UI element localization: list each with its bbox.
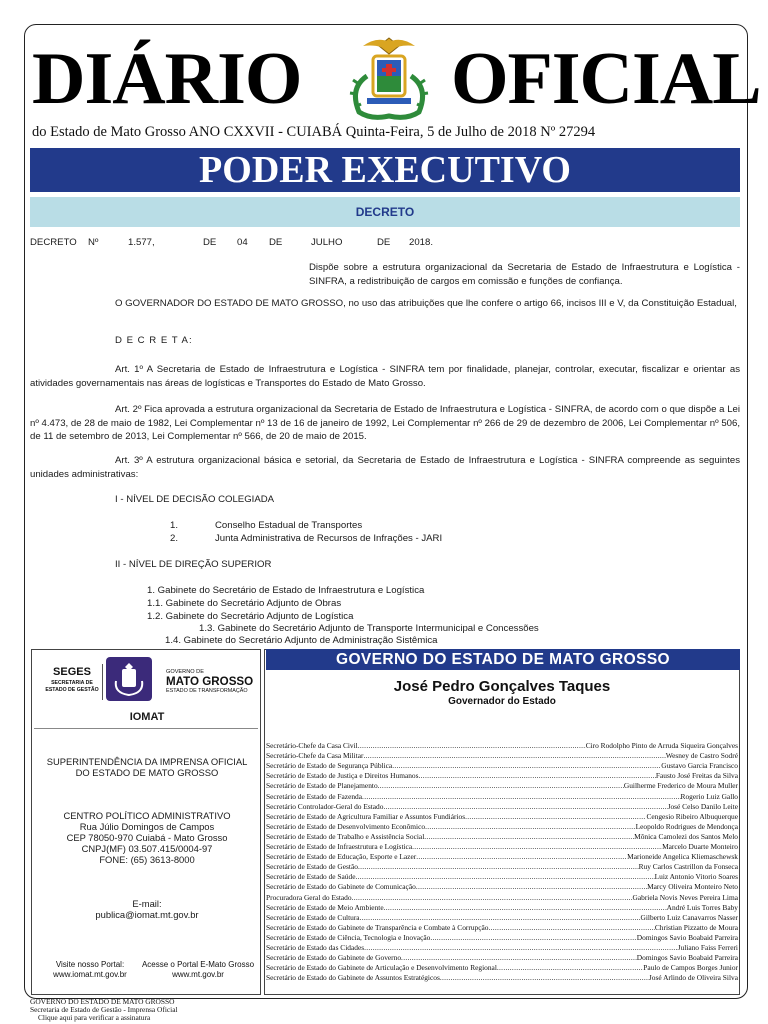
level-2-item: 1.2. Gabinete do Secretário Adjunto de Logística bbox=[147, 611, 354, 622]
secretary-name: Gabriela Novis Neves Pereira Lima bbox=[632, 892, 738, 902]
masthead-word-diario: DIÁRIO bbox=[32, 38, 302, 120]
decree-header-word: DE bbox=[269, 237, 283, 248]
secretary-role: Secretário de Estado das Cidades bbox=[266, 943, 365, 952]
level-1-heading: I - NÍVEL DE DECISÃO COLEGIADA bbox=[115, 494, 275, 505]
divider bbox=[34, 728, 258, 729]
secretary-row bbox=[266, 943, 738, 953]
address-line: CNPJ(MF) 03.507.415/0004-97 bbox=[81, 843, 213, 854]
portal-link[interactable]: www.iomat.mt.gov.br bbox=[53, 970, 127, 979]
dot-leader bbox=[360, 913, 641, 923]
secretary-name: José Arlindo de Oliveira Silva bbox=[648, 973, 738, 983]
secretary-row bbox=[266, 852, 738, 862]
dot-leader bbox=[401, 953, 637, 963]
secretary-row bbox=[266, 751, 738, 761]
secretary-name: Leopoldo Rodrigues de Mendonça bbox=[635, 821, 738, 831]
seges-subtitle: SECRETARIA DE bbox=[51, 680, 93, 686]
secretary-name: Ruy Carlos Castrillon da Fonseca bbox=[638, 862, 738, 872]
level-1-item-number: 1. bbox=[170, 520, 179, 531]
secretary-role: Secretário Controlador-Geral do Estado bbox=[266, 801, 384, 811]
secretary-row bbox=[266, 741, 738, 751]
secretary-name: Luiz Antonio Vitorio Soares bbox=[654, 872, 738, 882]
mato-grosso-label: MATO GROSSO bbox=[166, 675, 254, 688]
secretary-role: Secretário de Estado de Planejamento bbox=[266, 781, 378, 791]
secretary-name: Fausto José Freitas da Silva bbox=[655, 771, 738, 781]
secretary-row bbox=[266, 862, 738, 872]
dot-leader bbox=[465, 812, 646, 822]
superintendence-line: DO ESTADO DE MATO GROSSO bbox=[75, 767, 219, 778]
decree-article-3: Art. 3º A estrutura organizacional básica e setorial, da Secretaria de Estado de Infraestrutura e Logística - SINFRA compreende as seguintes unidades administrativas: bbox=[30, 455, 740, 480]
secretary-role: Secretário de Estado de Gestão bbox=[266, 862, 358, 872]
governor-name: José Pedro Gonçalves Taques bbox=[393, 678, 611, 695]
secretary-name: Juliano Faiss Ferreri bbox=[677, 943, 738, 952]
secretary-row bbox=[266, 842, 738, 852]
mato-grosso-crest-icon bbox=[102, 655, 156, 703]
secretary-role: Secretário de Estado do Gabinete de Articulação e Desenvolvimento Regional bbox=[266, 963, 497, 973]
level-2-item: 1.1. Gabinete do Secretário Adjunto de Obras bbox=[147, 598, 342, 609]
masthead-word-oficial: OFICIAL bbox=[451, 38, 761, 120]
decree-header-word: DE bbox=[377, 237, 391, 248]
dot-leader bbox=[419, 771, 656, 781]
dot-leader bbox=[362, 792, 680, 802]
decree-header-year: 2018. bbox=[409, 237, 434, 248]
secretary-role: Secretário de Estado de Cultura bbox=[266, 912, 360, 922]
secretary-row bbox=[266, 913, 738, 923]
secretary-name: Guilherme Frederico de Moura Muller bbox=[623, 781, 738, 791]
iomat-label: IOMAT bbox=[129, 711, 165, 723]
decree-header-month: JULHO bbox=[311, 237, 343, 248]
secretary-role: Secretário de Estado de Meio Ambiente bbox=[266, 902, 384, 912]
secretary-row bbox=[266, 781, 738, 791]
secretary-name: José Celso Danilo Leite bbox=[667, 801, 738, 811]
secretary-role: Secretário de Estado de Desenvolvimento Econômico bbox=[266, 821, 426, 831]
secretary-name: Christian Pizzatto de Moura bbox=[654, 922, 738, 932]
secretary-role: Secretário de Estado de Infraestrutura e Logística bbox=[266, 842, 413, 851]
secretary-name: Rogerio Luiz Gallo bbox=[680, 791, 738, 801]
secretary-name: Ciro Rodolpho Pinto de Arruda Siqueira Gonçalves bbox=[585, 741, 738, 750]
secretary-role: Secretário de Estado de Saúde bbox=[266, 872, 356, 882]
footer-line: GOVERNO DO ESTADO DE MATO GROSSO bbox=[30, 997, 175, 1006]
dot-leader bbox=[383, 802, 667, 812]
seges-logo-text: SEGES bbox=[53, 666, 91, 678]
level-2-item: 1.4. Gabinete do Secretário Adjunto de Administração Sistêmica bbox=[165, 635, 438, 646]
level-1-item-text: Conselho Estadual de Transportes bbox=[215, 520, 363, 531]
dot-leader bbox=[364, 943, 678, 953]
secretary-row bbox=[266, 882, 738, 892]
decree-article-1: Art. 1º A Secretaria de Estado de Infraestrutura e Logística - SINFRA tem por finalidade, planejar, controlar, executar, fiscalizar e orientar as atividades governamentais nas áreas de logísticas e Transportes do Estado de Mato Grosso. bbox=[30, 364, 740, 389]
address-line: Rua Júlio Domingos de Campos bbox=[79, 821, 215, 832]
secretary-name: André Luis Torres Baby bbox=[666, 902, 738, 912]
decree-preamble: O GOVERNADOR DO ESTADO DE MATO GROSSO, no uso das atribuições que lhe confere o artigo 66, incisos III e V, da Constituição Estadual, bbox=[115, 298, 737, 309]
secretary-role: Secretário de Estado de Agricultura Familiar e Assuntos Fundiários bbox=[266, 811, 466, 821]
email-label: E-mail: bbox=[132, 898, 162, 909]
secretary-name: Paulo de Campos Borges Junior bbox=[643, 963, 738, 973]
secretary-row bbox=[266, 933, 738, 943]
secretary-role: Secretário de Estado do Gabinete de Governo bbox=[266, 953, 402, 963]
section-band-poder-executivo: PODER EXECUTIVO bbox=[30, 148, 740, 192]
secretary-role: Secretário de Estado de Trabalho e Assistência Social bbox=[266, 831, 425, 841]
superintendence-line: SUPERINTENDÊNCIA DA IMPRENSA OFICIAL bbox=[46, 756, 248, 767]
decree-decreta: D E C R E T A: bbox=[115, 335, 193, 346]
secretary-role: Secretário de Estado de Justiça e Direitos Humanos bbox=[266, 771, 419, 781]
gov-small-label: GOVERNO DE bbox=[166, 669, 204, 675]
imprint-box bbox=[31, 649, 261, 995]
decree-article-2: Art. 2º Fica aprovada a estrutura organizacional da Secretaria de Estado de Infraestrutura e Logística - SINFRA, de acordo com o que dispõe a Lei nº 4.473, de 28 de maio de 1982, Lei Complementar nº 13 de 16 de janeiro de 1992, Lei Complementar nº 266 de 29 de dezembro de 2006, Lei Complementar nº 506, de 11 de setembro de 2013, Lei Complementar nº 566, de 20 de maio de 2015. bbox=[30, 404, 740, 442]
secretary-name: Marcy Oliveira Monteiro Neto bbox=[647, 882, 738, 892]
secretary-name: Cengesio Ribeiro Albuquerque bbox=[646, 811, 738, 821]
level-2-item: 1.3. Gabinete do Secretário Adjunto de Transporte Intermunicipal e Concessões bbox=[199, 623, 539, 634]
decree-header-word: DECRETO bbox=[30, 237, 77, 248]
dot-leader bbox=[416, 882, 647, 892]
dot-leader bbox=[424, 832, 634, 842]
secretary-row bbox=[266, 953, 738, 963]
level-2-heading: II - NÍVEL DE DIREÇÃO SUPERIOR bbox=[115, 559, 272, 570]
secretary-row bbox=[266, 822, 738, 832]
secretary-name: Mônica Camolezi dos Santos Melo bbox=[634, 831, 738, 841]
secretary-role: Secretário-Chefe da Casa Militar bbox=[266, 751, 364, 761]
seges-subtitle: ESTADO DE GESTÃO bbox=[45, 687, 99, 693]
portal-label: Acesse o Portal E-Mato Grosso bbox=[141, 960, 255, 969]
secretary-role: Procuradora Geral do Estado bbox=[266, 892, 352, 902]
dot-leader bbox=[355, 872, 654, 882]
secretary-name: Gustavo Garcia Francisco bbox=[661, 761, 738, 771]
secretary-role: Secretário de Estado de Educação, Esporte e Lazer bbox=[266, 852, 417, 862]
dot-leader bbox=[352, 893, 633, 903]
address-line: FONE: (65) 3613-8000 bbox=[99, 854, 195, 865]
secretary-role: Secretário de Estado do Gabinete de Transparência e Combate à Corrupção bbox=[266, 922, 489, 932]
secretary-name: Wesney de Castro Sodré bbox=[665, 751, 738, 761]
dot-leader bbox=[363, 751, 665, 761]
secretary-row bbox=[266, 802, 738, 812]
portal-label: Visite nosso Portal: bbox=[55, 960, 125, 969]
dot-leader bbox=[425, 822, 636, 832]
dot-leader bbox=[358, 741, 586, 751]
dot-leader bbox=[378, 781, 624, 791]
level-2-item: 1. Gabinete do Secretário de Estado de Infraestrutura e Logística bbox=[147, 585, 425, 596]
dot-leader bbox=[488, 923, 654, 933]
secretary-row bbox=[266, 812, 738, 822]
address-line: CEP 78050-970 Cuiabá - Mato Grosso bbox=[66, 832, 228, 843]
secretary-name: Marcelo Duarte Monteiro bbox=[662, 842, 738, 851]
issue-line: do Estado de Mato Grosso ANO CXXVII - CUIABÁ Quinta-Feira, 5 de Julho de 2018 Nº 27294 bbox=[32, 124, 596, 140]
governor-title: Governador do Estado bbox=[448, 696, 556, 707]
decree-header-number: 1.577, bbox=[128, 237, 155, 248]
secretary-row bbox=[266, 832, 738, 842]
decree-header-day: 04 bbox=[237, 237, 248, 248]
secretary-name: Gilberto Luiz Canavarros Nasser bbox=[640, 912, 738, 922]
secretary-row bbox=[266, 903, 738, 913]
address-line: CENTRO POLÍTICO ADMINISTRATIVO bbox=[63, 810, 231, 821]
decree-header-word: DE bbox=[203, 237, 217, 248]
section-title-decreto: DECRETO bbox=[30, 197, 740, 227]
secretary-role: Secretário-Chefe da Casa Civil bbox=[266, 741, 358, 750]
secretary-name: Marioneide Angelica Kliemaschewsk bbox=[627, 852, 738, 862]
dot-leader bbox=[497, 963, 643, 973]
portal-link[interactable]: www.mt.gov.br bbox=[172, 970, 224, 979]
secretary-role: Secretário de Estado do Gabinete de Assuntos Estratégicos bbox=[266, 973, 440, 983]
secretary-row bbox=[266, 771, 738, 781]
level-1-item-text: Junta Administrativa de Recursos de Infrações - JARI bbox=[215, 533, 443, 544]
decree-header-word: Nº bbox=[88, 237, 99, 248]
page-footer bbox=[30, 998, 178, 1023]
secretary-row bbox=[266, 973, 738, 983]
secretary-name: Domingos Savio Boabaid Parreira bbox=[636, 953, 738, 963]
secretary-row bbox=[266, 761, 738, 771]
footer-line: Secretaria de Estado de Gestão - Imprensa Oficial bbox=[30, 1005, 178, 1015]
mato-grosso-slogan: ESTADO DE TRANSFORMAÇÃO bbox=[166, 688, 248, 694]
dot-leader bbox=[384, 903, 667, 913]
secretary-row bbox=[266, 893, 738, 903]
email-link[interactable]: publica@iomat.mt.gov.br bbox=[95, 909, 199, 920]
secretary-role: Secretário de Estado de Segurança Pública bbox=[266, 761, 393, 771]
secretary-role: Secretário de Estado de Fazenda bbox=[266, 791, 363, 801]
dot-leader bbox=[392, 761, 661, 771]
level-1-item-number: 2. bbox=[170, 533, 179, 544]
dot-leader bbox=[358, 862, 639, 872]
dot-leader bbox=[412, 842, 662, 852]
secretary-row bbox=[266, 963, 738, 973]
secretary-row bbox=[266, 792, 738, 802]
secretary-role: Secretário de Estado do Gabinete de Comunicação bbox=[266, 882, 416, 892]
secretary-row bbox=[266, 923, 738, 933]
verify-signature-link[interactable]: Clique aqui para verificar a assinatura bbox=[38, 1013, 151, 1023]
dot-leader bbox=[440, 973, 649, 983]
secretary-row bbox=[266, 872, 738, 882]
government-band: GOVERNO DO ESTADO DE MATO GROSSO bbox=[266, 649, 740, 670]
state-coat-of-arms-icon bbox=[337, 28, 441, 120]
secretary-role: Secretário de Estado de Ciência, Tecnologia e Inovação bbox=[266, 932, 431, 942]
dot-leader bbox=[416, 852, 627, 862]
decree-ementa: Dispõe sobre a estrutura organizacional da Secretaria de Estado de Infraestrutura e Logística - SINFRA, a redistribuição de cargos em comissão e funções de confiança. bbox=[309, 262, 740, 287]
dot-leader bbox=[430, 933, 636, 943]
secretary-name: Domingos Savio Boabaid Parreira bbox=[636, 932, 738, 942]
